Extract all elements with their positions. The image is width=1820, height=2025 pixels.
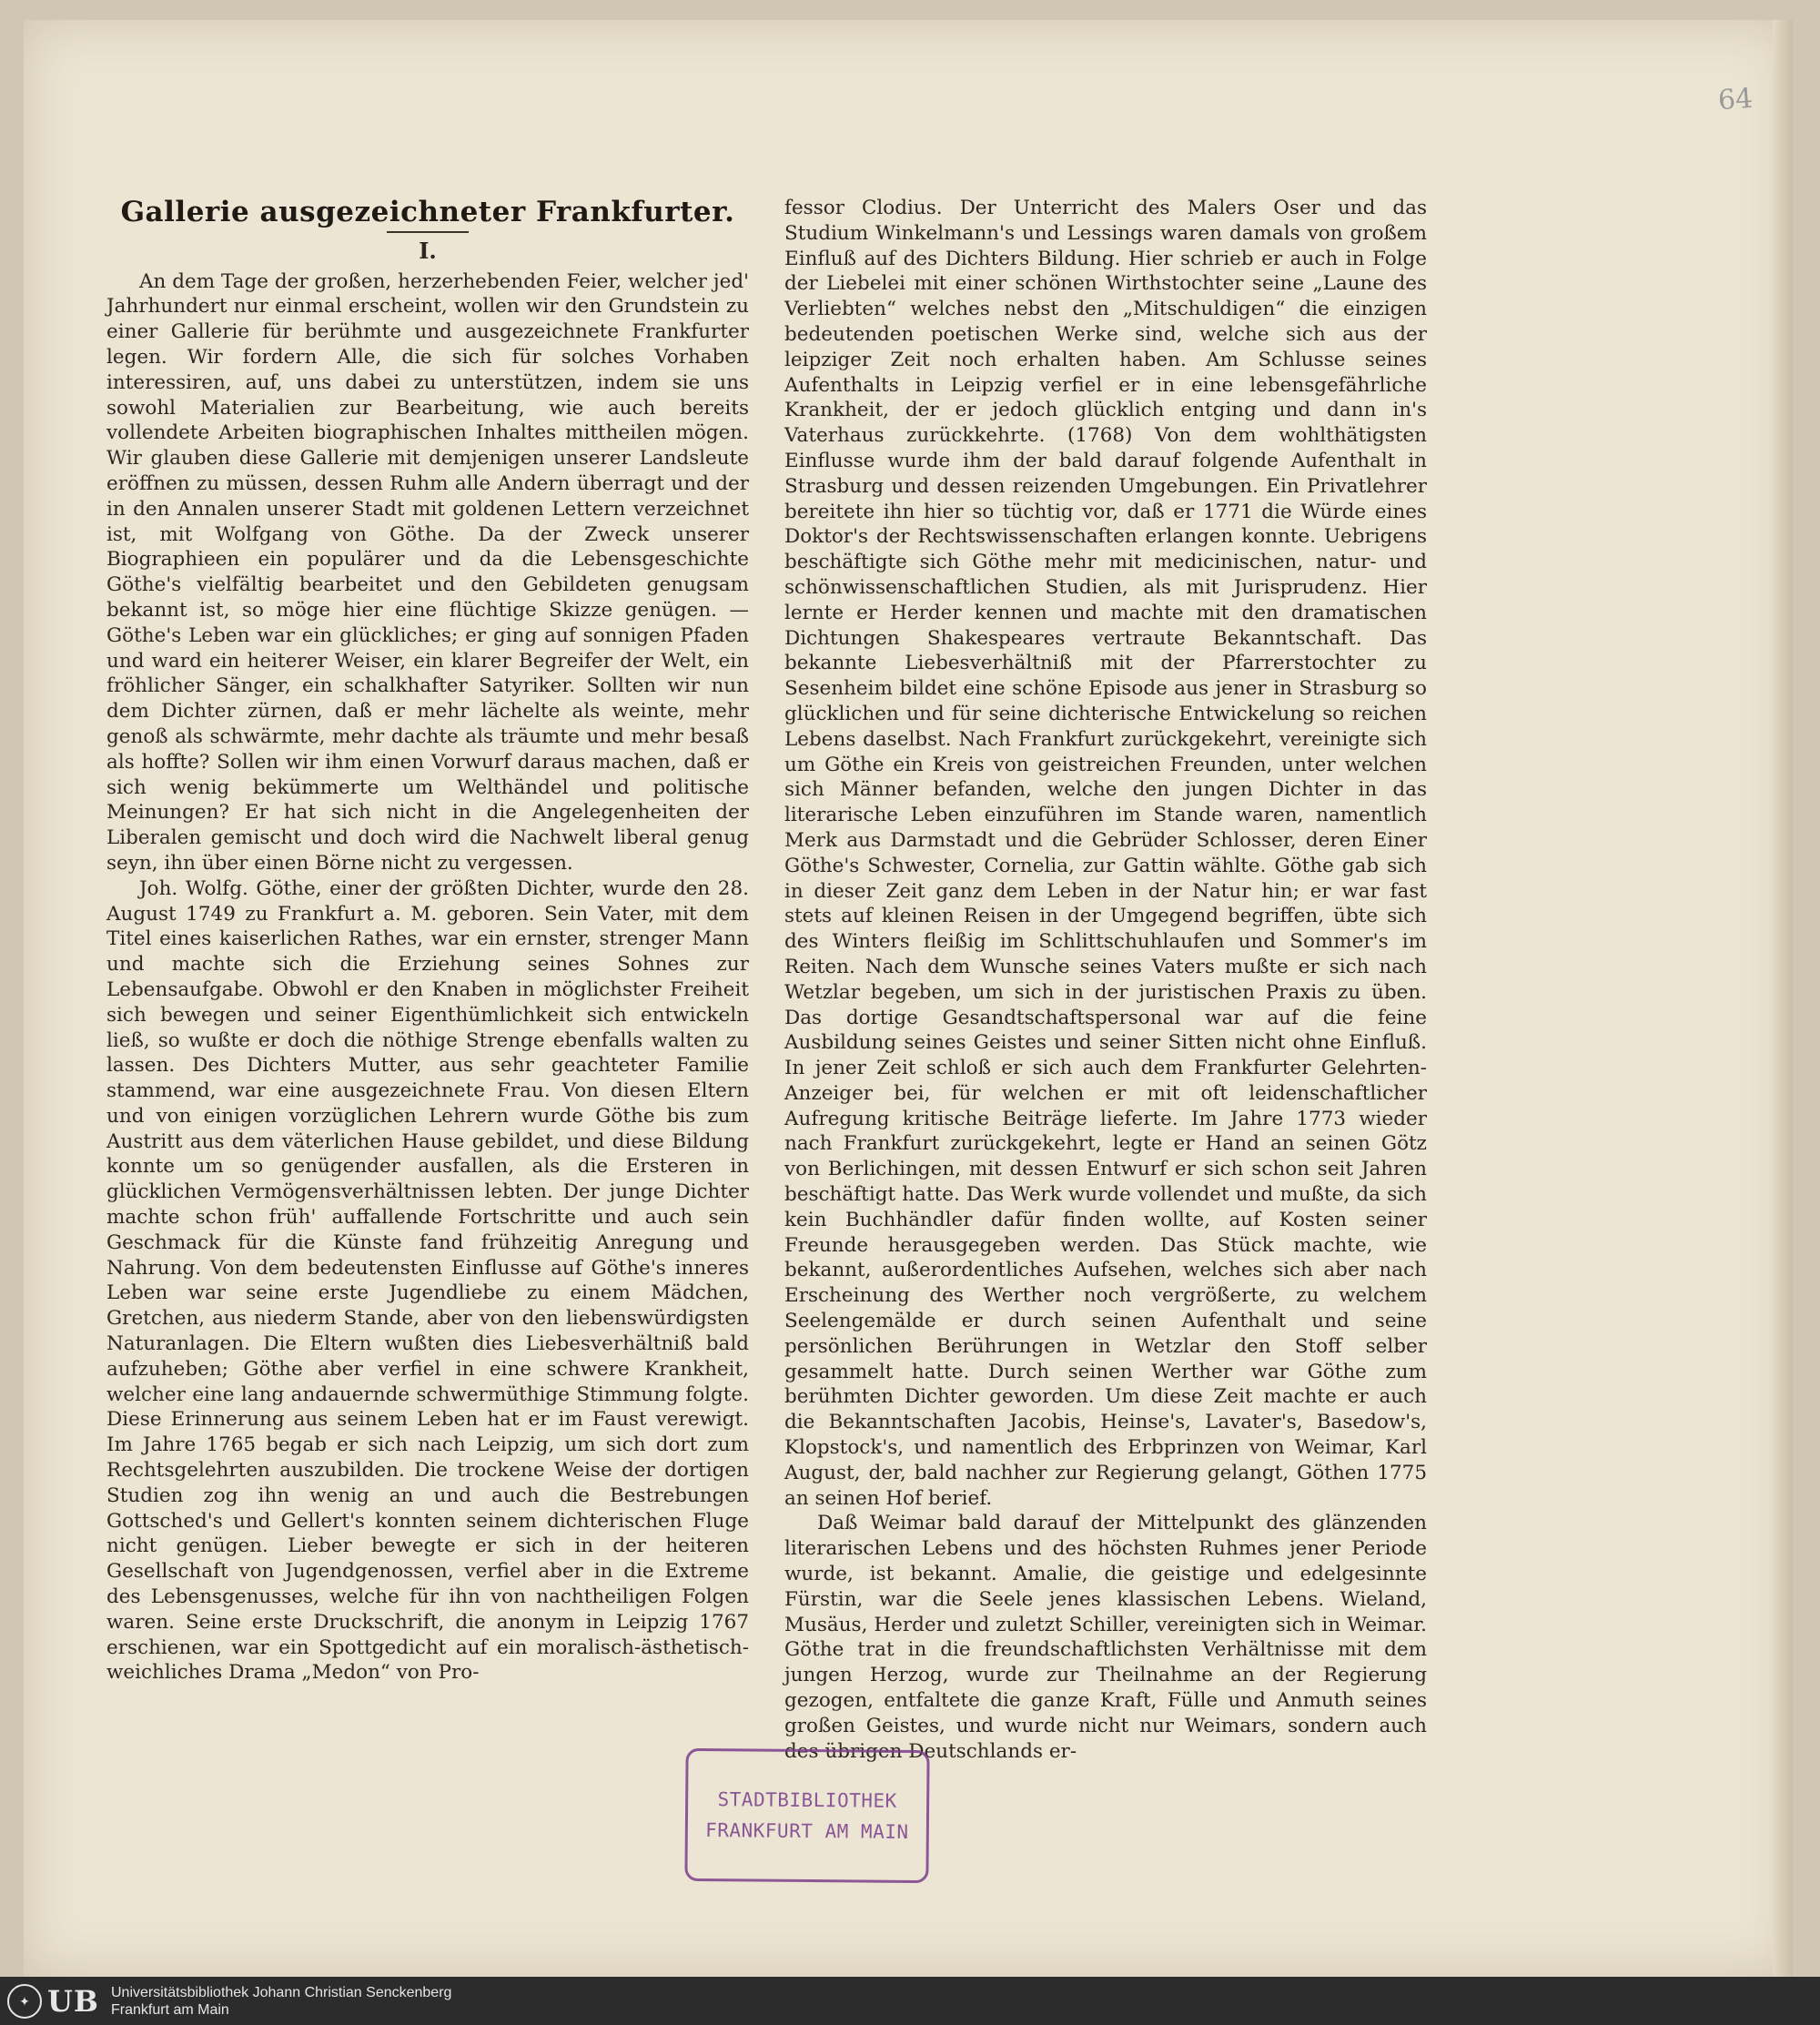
stamp-line-1: STADTBIBLIOTHEK: [717, 1788, 897, 1812]
section-number: I.: [419, 237, 437, 264]
seal-icon: ✦: [7, 1984, 42, 2019]
library-stamp: [684, 1748, 929, 1883]
left-paragraph-1: An dem Tage der großen, herzerhebenden Feier, welcher jed' Jahrhundert nur einmal erscheint, wollen wir den Grundstein zu einer Gallerie für berühmte und ausgezeichnete Frankfurter legen. Wir fordern Alle, die sich für solches Vorhaben interessiren, auf, uns dabei zu unterstützen, indem sie uns sowohl Materialien zur Bearbeitung, wie auch bereits vollendete Arbeiten biographischen Inhaltes mittheilen mögen. Wir glauben diese Gallerie mit demjenigen unserer Landsleute eröffnen zu müssen, dessen Ruhm alle Andern überragt und der in den Annalen unserer Stadt mit goldenen Lettern verzeichnet ist, mit Wolfgang von Göthe. Da der Zweck unserer Biographieen ein populärer und da die Lebensgeschichte Göthe's vielfältig bearbeitet und den Gebildeten genugsam bekannt ist, so möge hier eine flüchtige Skizze genügen. — Göthe's Leben war ein glückliches; er ging auf sonnigen Pfaden und ward ein heiterer Weiser, ein klarer Begreifer der Welt, ein fröhlicher Sänger, ein schalkhafter Satyriker. Sollten wir nun dem Dichter zürnen, daß er mehr lächelte als weinte, mehr genoß als schwärmte, mehr dachte als träumte und mehr besaß als hoffte? Sollen wir ihm einen Vorwurf daraus machen, daß er sich wenig bekümmerte um Welthändel und politische Meinungen? Er hat sich nicht in die Angelegenheiten der Liberalen gemischt und doch wird die Nachwelt liberal genug seyn, ihn über einen Börne nicht zu vergessen.: [106, 269, 749, 875]
left-paragraph-2: Joh. Wolfg. Göthe, einer der größten Dichter, wurde den 28. August 1749 zu Frankfurt a. M. geboren. Sein Vater, mit dem Titel eines kaiserlichen Rathes, war ein ernster, strenger Mann und machte sich die Erziehung seines Sohnes zur Lebensaufgabe. Obwohl er den Knaben in möglichster Freiheit sich bewegen und seiner Eigenthümlichkeit sich entwickeln ließ, so wußte er doch die nöthige Strenge ebenfalls walten zu lassen. Des Dichters Mutter, aus sehr geachteter Familie stammend, war eine ausgezeichnete Frau. Von diesen Eltern und von einigen vorzüglichen Lehrern wurde Göthe bis zum Austritt aus dem väterlichen Hause gebildet, und diese Bildung konnte um so genügender ausfallen, als die Ersteren in glücklichen Vermögensverhältnissen lebten. Der junge Dichter machte schon früh' auffallende Fortschritte und auch sein Geschmack für die Künste fand frühzeitig Anregung und Nahrung. Von dem bedeutensten Einflusse auf Göthe's inneres Leben war seine erste Jugendliebe zu einem Mädchen, Gretchen, aus niederm Stande, aber von den liebenswürdigsten Naturanlagen. Die Eltern wußten dies Liebesverhältniß bald aufzuheben; Göthe aber verfiel in eine schwere Krankheit, welcher eine lang andauernde schwermüthige Stimmung folgte. Diese Erinnerung aus seinem Leben hat er im Faust verewigt. Im Jahre 1765 begab er sich nach Leipzig, um sich dort zum Rechtsgelehrten auszubilden. Die trockene Weise der dortigen Studien zog ihn wenig an und auch die Bestrebungen Gottsched's und Gellert's konnten seinem dichterischen Fluge nicht genügen. Lieber bewegte er sich in der heiteren Gesellschaft von Jugendgenossen, verfiel aber in die Extreme des Lebensgenusses, welche für ihn von nachtheiligen Folgen waren. Seine erste Druckschrift, die anonym in Leipzig 1767 erschienen, war ein Spottgedicht auf ein moralisch-ästhetisch-weichliches Drama „Medon“ von Pro-: [106, 876, 749, 1685]
ub-logo[interactable]: [7, 1984, 99, 2019]
page-number: 64: [1716, 82, 1754, 117]
footer-bar: [0, 1977, 1820, 2025]
logo-text: UB: [47, 1984, 99, 2019]
footer-city: Frankfurt am Main: [111, 2002, 229, 2018]
right-paragraph-1: fessor Clodius. Der Unterricht des Malers Oser und das Studium Winkelmann's und Lessings waren damals von großem Einfluß auf des Dichters Bildung. Hier schrieb er auch in Folge der Liebelei mit einer schönen Wirthstochter seine „Laune des Verliebten“ welches nebst den „Mitschuldigen“ die einzigen bedeutenden poetischen Werke sind, welche sich aus der leipziger Zeit noch erhalten haben. Am Schlusse seines Aufenthalts in Leipzig verfiel er in eine lebensgefährliche Krankheit, der er jedoch glücklich entging und dann in's Vaterhaus zurückkehrte. (1768) Von dem wohlthätigsten Einflusse wurde ihm der bald darauf folgende Aufenthalt in Strasburg und dessen reizenden Umgebungen. Ein Privatlehrer bereitete ihn hier so tüchtig vor, daß er 1771 die Würde eines Doktor's der Rechtswissenschaften erlangen konnte. Uebrigens beschäftigte sich Göthe mehr mit medicinischen, natur- und schönwissenschaftlichen Studien, als mit Jurisprudenz. Hier lernte er Herder kennen und machte mit den dramatischen Dichtungen Shakespeares vertraute Bekanntschaft. Das bekannte Liebesverhältniß mit der Pfarrerstochter zu Sesenheim bildet eine schöne Episode aus jener in Strasburg so glücklichen und für seine dichterische Entwickelung so reichen Lebens daselbst. Nach Frankfurt zurückgekehrt, vereinigte sich um Göthe ein Kreis von geistreichen Freunden, unter welchen sich Männer befanden, welche den jungen Dichter in das literarische Leben einzuführen im Stande waren, namentlich Merk aus Darmstadt und die Gebrüder Schlosser, deren Einer Göthe's Schwester, Cornelia, zur Gattin wählte. Göthe gab sich in dieser Zeit ganz dem Leben in der Natur hin; er war fast stets auf kleinen Reisen in der Umgegend begriffen, übte sich des Winters fleißig im Schlittschuhlaufen und Sommer's im Reiten. Nach dem Wunsche seines Vaters mußte er sich nach Wetzlar begeben, um sich in der juristischen Praxis zu üben. Das dortige Gesandtschaftspersonal war auf die feine Ausbildung seines Geistes und seiner Sitten nicht ohne Einfluß. In jener Zeit schloß er sich auch dem Frankfurter Gelehrten-Anzeiger bei, für welchen er mit oft leidenschaftlicher Aufregung kritische Beiträge lieferte. Im Jahre 1773 wieder nach Frankfurt zurückgekehrt, legte er Hand an seinen Götz von Berlichingen, mit dessen Entwurf er sich schon seit Jahren beschäftigt hatte. Das Werk wurde vollendet und mußte, da sich kein Buchhändler dafür finden wollte, auf Kosten seiner Freunde herausgegeben werden. Das Stück machte, wie bekannt, außerordentliches Aufsehen, welches sich aber nach Erscheinung des Werther noch vergrößerte, zu welchem Seelengemälde er durch seinen Aufenthalt und seine persönlichen Berührungen in Wetzlar den Stoff selber gesammelt hatte. Durch seinen Werther war Göthe zum berühmten Dichter geworden. Um diese Zeit machte er auch die Bekanntschaften Jacobis, Heinse's, Lavater's, Basedow's, Klopstock's, und namentlich des Erbprinzen von Weimar, Karl August, der, bald nachher zur Regierung gelangt, Göthen 1775 an seinen Hof berief.: [784, 197, 1427, 1510]
page-edge-shadow: [1773, 20, 1793, 1977]
article-title: Gallerie ausgezeichneter Frankfurter.: [120, 196, 735, 228]
right-paragraph-2: Daß Weimar bald darauf der Mittelpunkt des glänzenden literarischen Lebens und des höchsten Ruhmes jener Periode wurde, ist bekannt. Amalie, die geistige und edelgesinnte Fürstin, war die Seele jenes klassischen Lebens. Wieland, Musäus, Herder und zuletzt Schiller, vereinigten sich in Weimar. Göthe trat in die freundschaftlichsten Verhältnisse mit dem jungen Herzog, wurde zur Theilnahme an der Regierung gezogen, entfaltete die ganze Kraft, Fülle und Anmuth seines großen Geistes, und wurde nicht nur Weimars, sondern auch des übrigen Deutschlands er-: [784, 1512, 1427, 1763]
right-column: [784, 196, 1427, 1764]
footer-institution[interactable]: Universitätsbibliothek Johann Christian Senckenberg: [111, 1985, 452, 2000]
title-rule: [387, 231, 469, 233]
left-column: [106, 193, 749, 1686]
stamp-line-2: FRANKFURT AM MAIN: [705, 1819, 909, 1843]
